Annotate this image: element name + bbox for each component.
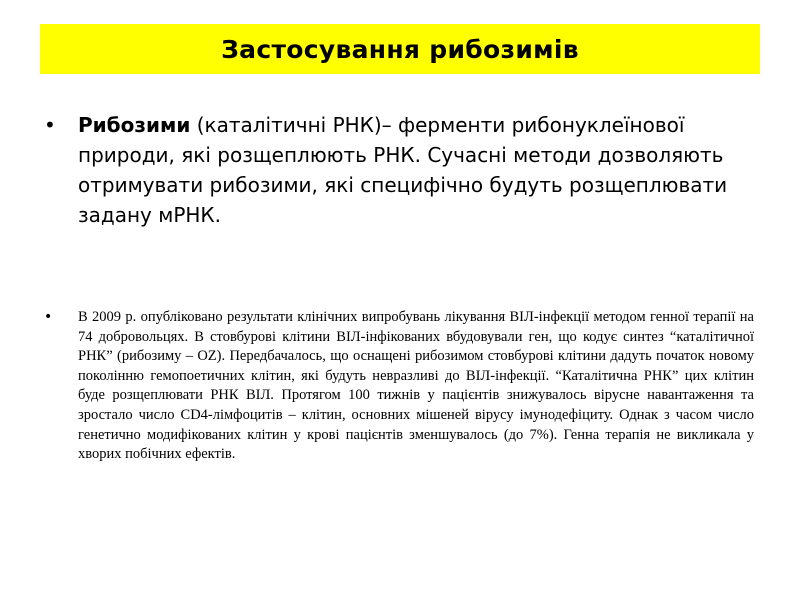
bullet-item-clinical-trial xyxy=(42,308,754,465)
slide-title: Застосування рибозимів xyxy=(221,34,579,64)
bullet-list xyxy=(42,110,758,465)
bullet-item-ribozymes xyxy=(42,110,758,230)
bullet-text: (каталітичні РНК)– ферменти рибонуклеїнової природи, які розщеплюють РНК. Сучасні методи дозволяють отримувати рибозими, які специфічно будуть розщеплювати задану мРНК. xyxy=(78,113,728,227)
title-banner xyxy=(40,24,760,74)
bullet-term: Рибозими xyxy=(78,113,191,137)
bullet-text: В 2009 р. опубліковано результати клінічних випробувань лікування ВІЛ-інфекції методом генної терапії на 74 добровольцях. В стовбурові клітини ВІЛ-інфікованих вбудовували ген, що кодує синтез “каталітичної РНК” (рибозиму – OZ). Передбачалось, що оснащені рибозимом стовбурові клітини дадуть початок новому поколінню гемопоетичних клітин, які будуть невразливі до ВІЛ-інфекції. “Каталітична РНК” цих клітин буде розщеплювати РНК ВІЛ. Протягом 100 тижнів у пацієнтів знижувалось вірусне навантаження та зростало число CD4-лімфоцитів – клітин, основних мішеней вірусу імунодефіциту. Однак з часом число генетично модифікованих клітин у крові пацієнтів зменшувалось (до 7%). Генна терапія не викликала у хворих побічних ефектів. xyxy=(78,309,754,463)
bullet-dot-icon: • xyxy=(44,309,53,325)
bullet-dot-icon: • xyxy=(44,113,56,137)
